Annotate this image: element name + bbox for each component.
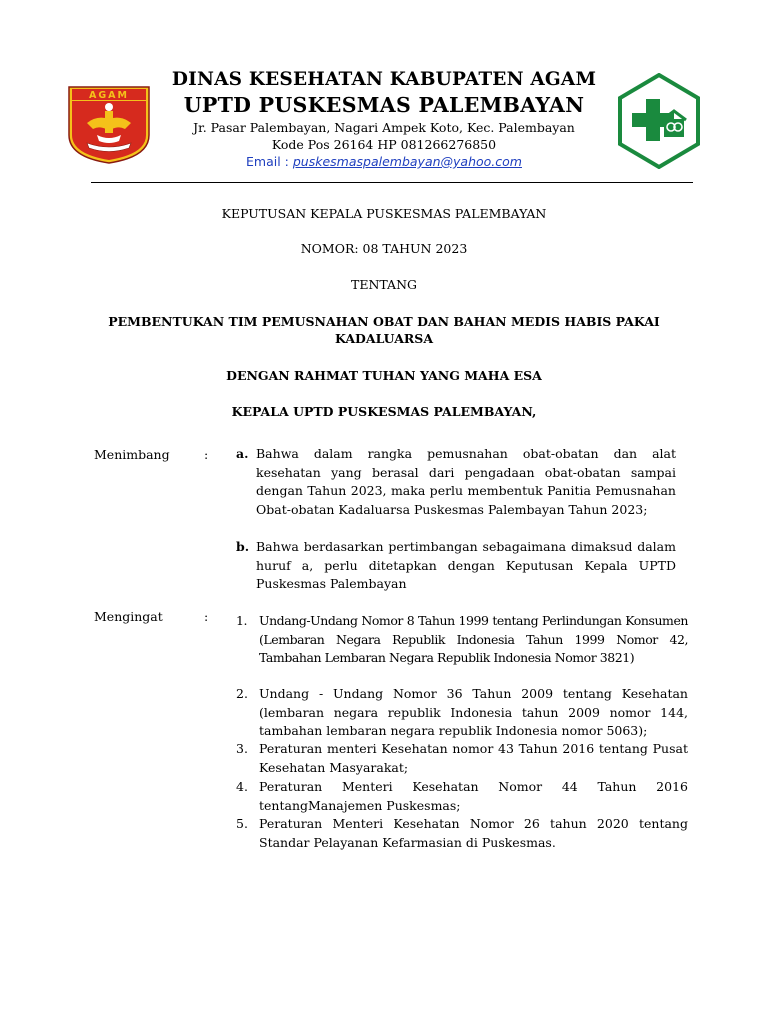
item-text: Bahwa dalam rangka pemusnahan obat-obatan dan alat kesehatan yang berasal dari pengadaan obat-obatan sampai dengan Tahun 2023, maka perlu membentuk Panitia Pemusnahan Obat-obatan Kadaluarsa Puskesmas Palembayan Tahun 2023; <box>256 446 676 517</box>
mengingat-item <box>236 612 688 686</box>
logo-text: AGAM <box>89 90 129 101</box>
item-text: Peraturan menteri Kesehatan nomor 43 Tahun 2016 tentang Pusat Kesehatan Masyarakat; <box>259 741 688 775</box>
item-marker: b. <box>236 539 250 554</box>
decree-title: KEPUTUSAN KEPALA PUSKESMAS PALEMBAYAN <box>221 206 547 221</box>
mengingat-item <box>236 778 688 816</box>
postal-code: Kode Pos 26164 HP 081266276850 <box>271 137 497 152</box>
menimbang-colon: : <box>204 447 209 462</box>
item-text: Peraturan Menteri Kesehatan Nomor 26 tahun 2020 tentang Standar Pelayanan Kefarmasian di Puskesmas. <box>259 816 688 850</box>
agency-name: DINAS KESEHATAN KABUPATEN AGAM <box>171 69 597 90</box>
menimbang-label: Menimbang <box>94 447 170 462</box>
decree-number: NOMOR: 08 TAHUN 2023 <box>300 241 468 256</box>
mengingat-item <box>236 815 688 853</box>
email-label: Email : <box>246 154 293 169</box>
issuer-heading: KEPALA UPTD PUSKESMAS PALEMBAYAN, <box>231 404 537 419</box>
mengingat-label: Mengingat <box>94 609 163 624</box>
email-line <box>150 153 618 170</box>
item-marker: 4. <box>236 779 248 794</box>
subject-line-1: PEMBENTUKAN TIM PEMUSNAHAN OBAT DAN BAHAN MEDIS HABIS PAKAI <box>108 314 660 329</box>
blessing: DENGAN RAHMAT TUHAN YANG MAHA ESA <box>226 368 542 383</box>
letterhead-divider <box>91 182 693 183</box>
about-heading: TENTANG <box>350 277 417 292</box>
item-marker: 3. <box>236 741 248 756</box>
email-link[interactable]: puskesmaspalembayan@yahoo.com <box>292 154 522 169</box>
item-marker: 5. <box>236 816 248 831</box>
subject-line-2: KADALUARSA <box>334 331 434 346</box>
item-marker: 1. <box>236 613 248 628</box>
letterhead <box>150 68 618 170</box>
item-marker: a. <box>236 446 249 461</box>
address: Jr. Pasar Palembayan, Nagari Ampek Koto, Kec. Palembayan <box>193 120 575 135</box>
item-text: Undang-Undang Nomor 8 Tahun 1999 tentang Perlindungan Konsumen (Lembaran Negara Republik Indonesia Tahun 1999 Nomor 42, Tambahan Lembaran Negara Republik Indonesia Nomor 3821) <box>259 613 688 665</box>
mengingat-item <box>236 740 688 778</box>
puskesmas-logo <box>618 73 700 169</box>
menimbang-item <box>236 445 688 537</box>
item-text: Bahwa berdasarkan pertimbangan sebagaimana dimaksud dalam huruf a, perlu ditetapkan dengan Keputusan Kepala UPTD Puskesmas Palembayan <box>256 539 676 591</box>
item-text: Peraturan Menteri Kesehatan Nomor 44 Tahun 2016 tentangManajemen Puskesmas; <box>259 779 688 813</box>
item-text: Undang - Undang Nomor 36 Tahun 2009 tentang Kesehatan (lembaran negara republik Indonesia tahun 2009 nomor 144, tambahan lembaran negara republik Indonesia nomor 5063); <box>259 686 688 738</box>
menimbang-item <box>236 538 688 594</box>
agam-regency-logo <box>67 85 151 165</box>
unit-name: UPTD PUSKESMAS PALEMBAYAN <box>183 93 585 117</box>
item-marker: 2. <box>236 686 248 701</box>
mengingat-item <box>236 685 688 741</box>
mengingat-colon: : <box>204 609 209 624</box>
